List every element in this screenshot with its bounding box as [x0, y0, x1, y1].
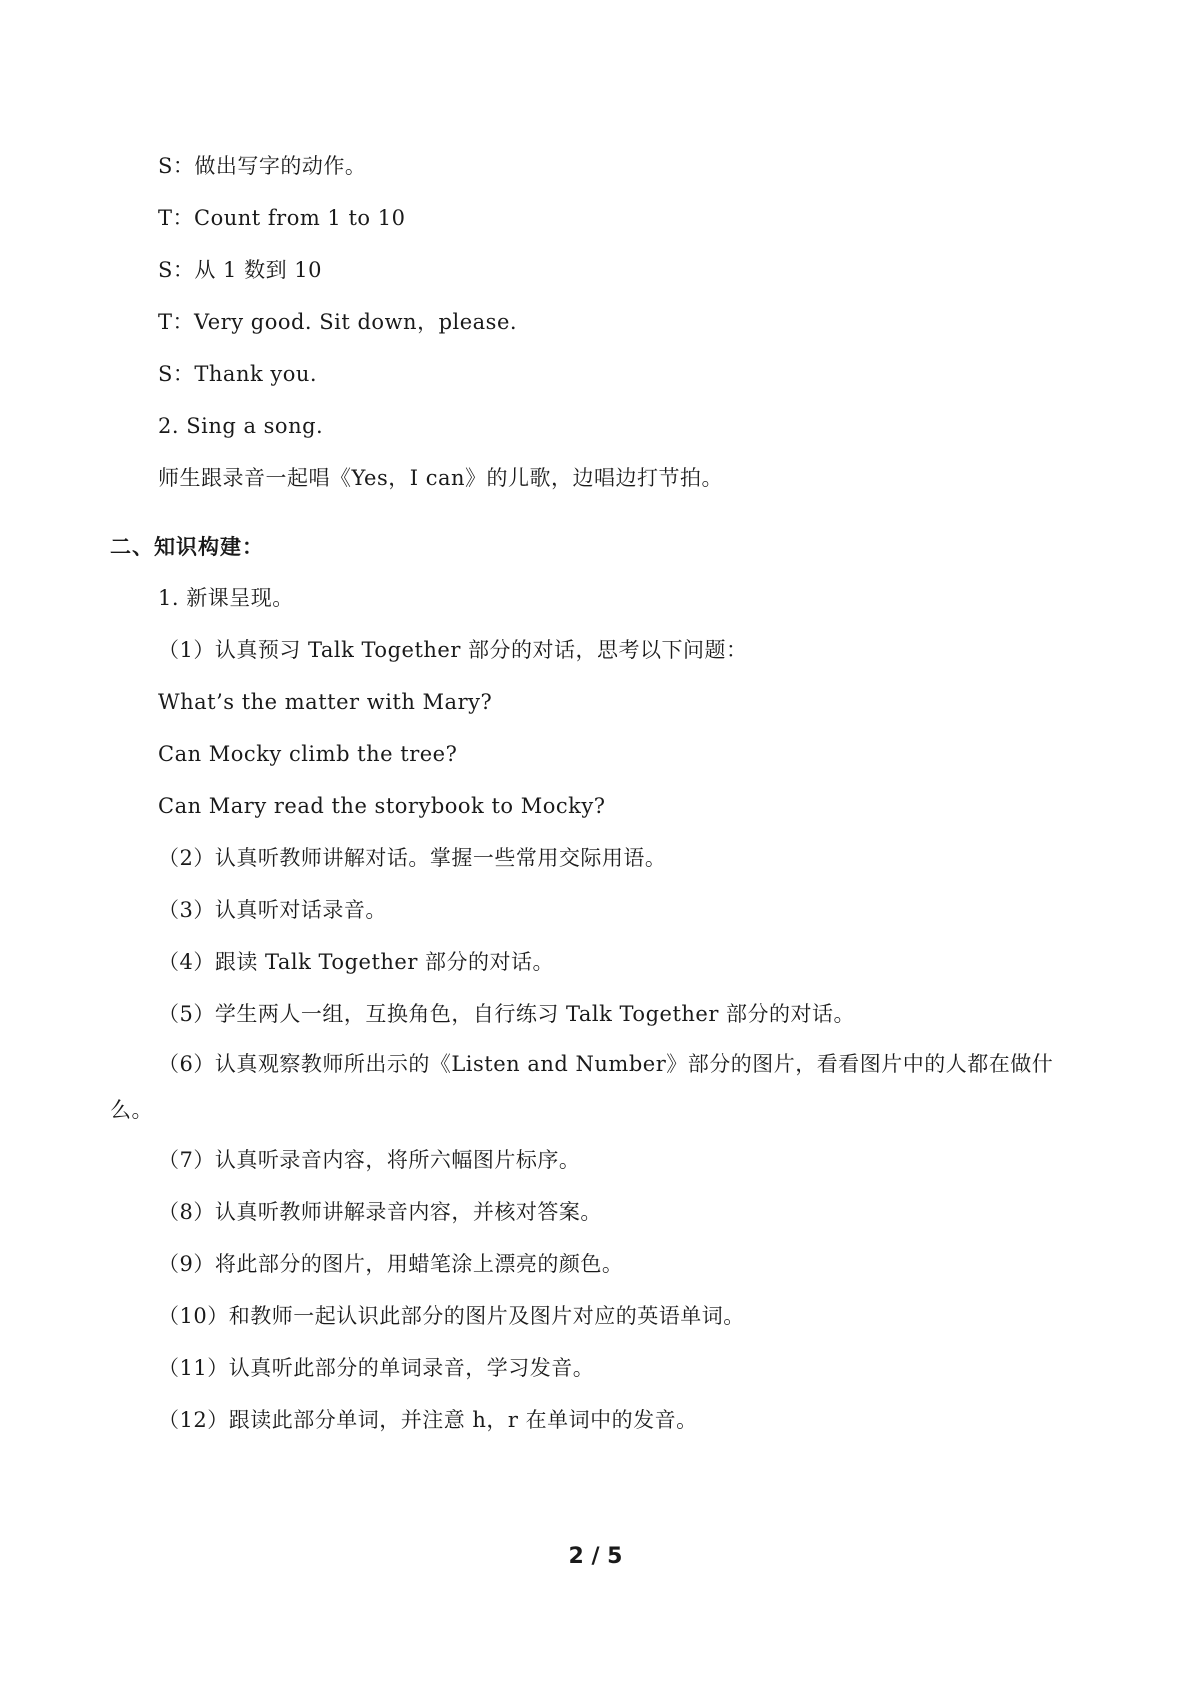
paragraph-line: （1）认真预习 Talk Together 部分的对话，思考以下问题： — [158, 638, 748, 662]
paragraph-line: （8）认真听教师讲解录音内容，并核对答案。 — [158, 1200, 602, 1224]
paragraph-line: （12）跟读此部分单词，并注意 h，r 在单词中的发音。 — [158, 1408, 698, 1432]
paragraph-line: （11）认真听此部分的单词录音，学习发音。 — [158, 1356, 595, 1380]
dialog-line: T：Count from 1 to 10 — [158, 206, 406, 230]
question-line: What’s the matter with Mary? — [158, 690, 493, 714]
paragraph-line: 师生跟录音一起唱《Yes，I can》的儿歌，边唱边打节拍。 — [158, 466, 724, 490]
step-line: 1. 新课呈现。 — [158, 586, 294, 610]
dialog-line: S：做出写字的动作。 — [158, 154, 367, 178]
paragraph-line: （3）认真听对话录音。 — [158, 898, 387, 922]
question-line: Can Mocky climb the tree? — [158, 742, 458, 766]
paragraph-line: （2）认真听教师讲解对话。掌握一些常用交际用语。 — [158, 846, 667, 870]
paragraph-line: （5）学生两人一组，互换角色，自行练习 Talk Together 部分的对话。 — [158, 1002, 856, 1026]
paragraph-line: （10）和教师一起认识此部分的图片及图片对应的英语单词。 — [158, 1304, 745, 1328]
paragraph-line: （9）将此部分的图片，用蜡笔涂上漂亮的颜色。 — [158, 1252, 624, 1276]
paragraph-line: （4）跟读 Talk Together 部分的对话。 — [158, 950, 555, 974]
step-line: 2. Sing a song. — [158, 414, 324, 438]
page-number: 2 / 5 — [568, 1544, 623, 1569]
question-line: Can Mary read the storybook to Mocky? — [158, 794, 606, 818]
section-heading: 二、知识构建： — [110, 535, 264, 559]
paragraph-line: （7）认真听录音内容，将所六幅图片标序。 — [158, 1148, 581, 1172]
dialog-line: S：Thank you. — [158, 362, 318, 386]
dialog-line: T：Very good. Sit down，please. — [158, 310, 518, 334]
wrapped-paragraph: （6）认真观察教师所出示的《Listen and Number》部分的图片，看看图片中的人都在做什么。 — [110, 1052, 1054, 1122]
dialog-line: S：从 1 数到 10 — [158, 258, 322, 282]
